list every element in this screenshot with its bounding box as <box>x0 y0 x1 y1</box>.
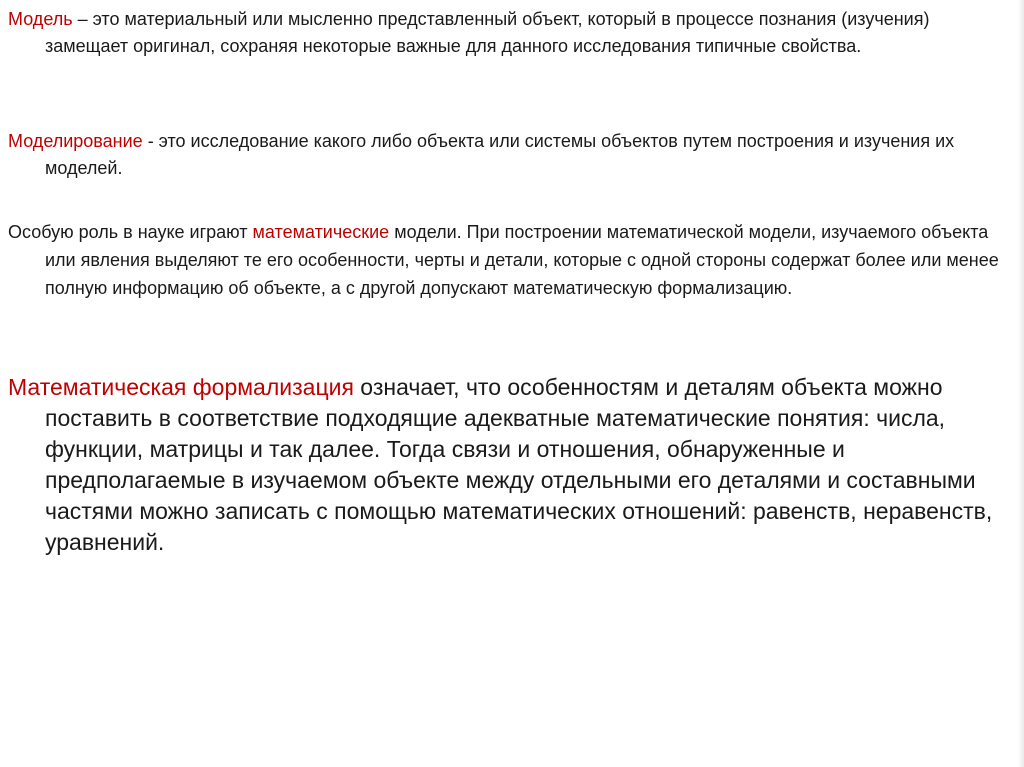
term-model: Модель <box>8 9 73 29</box>
definition-formalization-text: означает, что особенностям и деталям объекта можно поставить в соответствие подходящие адекватные математические понятия: числа, функции, матрицы и так далее. Тогда связи и отношения, обнаруженные и предполагаемые в изучаемом объекте между отдельными его деталями и составными частями можно записать с помощью математических отношений: равенств, неравенств, уравнений. <box>45 374 993 555</box>
paragraph-mathematical-models <box>8 218 1008 302</box>
term-formalization: Математическая формализация <box>8 374 354 400</box>
definition-modeling <box>8 128 1008 182</box>
definition-modeling-text: - это исследование какого либо объекта или системы объектов путем построения и изучения их моделей. <box>45 131 955 178</box>
term-mathematical: математические <box>252 222 390 242</box>
definition-formalization <box>8 372 1008 558</box>
definition-model-text: – это материальный или мысленно представленный объект, который в процессе познания (изучения) замещает оригинал, сохраняя некоторые важные для данного исследования типичные свойства. <box>45 9 930 56</box>
mathematical-models-lead: Особую роль в науке играют <box>8 222 253 242</box>
term-modeling: Моделирование <box>8 131 143 151</box>
definition-model <box>8 6 1008 60</box>
slide-edge-shadow <box>1018 0 1024 767</box>
mathematical-models-text: модели. При построении математической модели, изучаемого объекта или явления выделяют те его особенности, черты и детали, которые с одной стороны содержат более или менее полную информацию об объекте, а с другой допускают математическую формализацию. <box>45 222 999 298</box>
